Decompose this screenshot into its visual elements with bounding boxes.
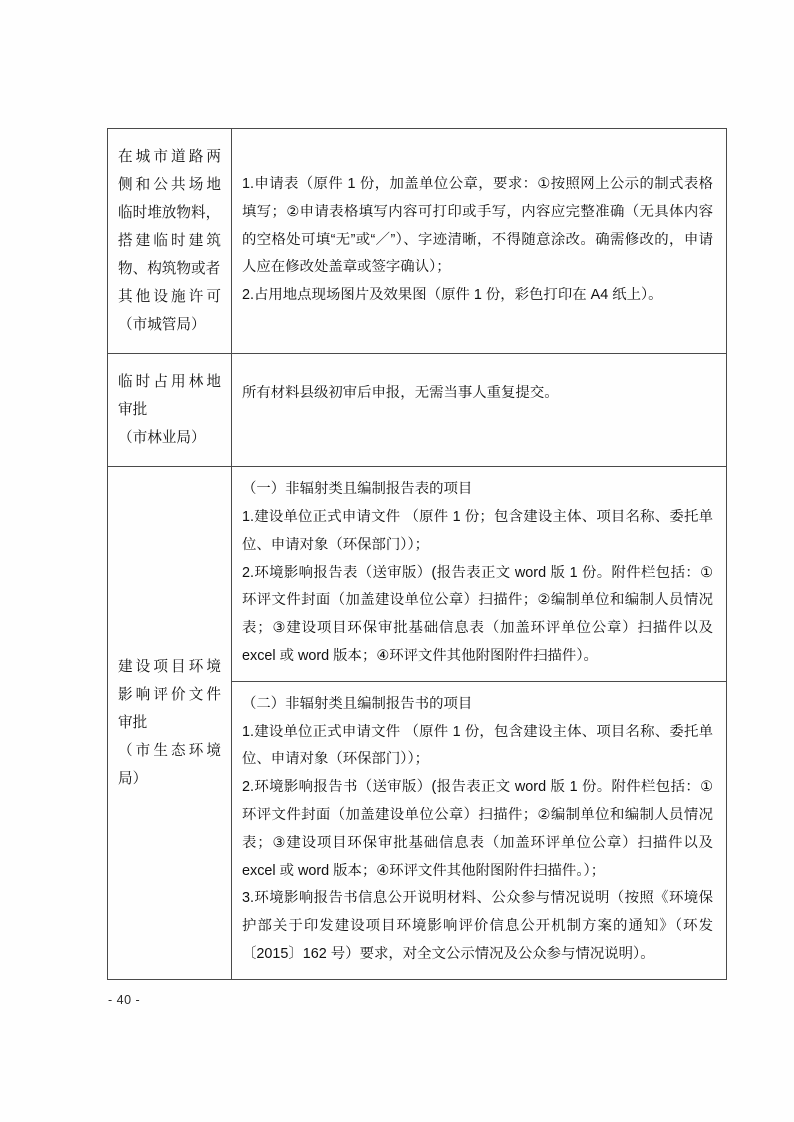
eia-section-report-form — [232, 467, 726, 681]
label-line: 审批 — [118, 714, 148, 731]
material-item: 2.占用地点现场图片及效果图（原件 1 份，彩色打印在 A4 纸上）。 — [242, 287, 663, 304]
table-row — [108, 354, 727, 467]
label-line: 其他设施许可 — [118, 289, 221, 306]
label-line: 临时占用林地 — [118, 374, 221, 391]
label-line: 建设项目环境 — [118, 658, 221, 675]
label-line: 审批 — [118, 402, 148, 419]
material-item: 1.建设单位正式申请文件 （原件 1 份；包含建设主体、项目名称、委托单位、申请对象（环保部门））； — [242, 508, 713, 553]
row-body-cell-eco-environment — [232, 467, 727, 980]
row-label-text — [108, 129, 231, 353]
label-line: 侧和公共场地 — [118, 177, 221, 194]
row-label-text — [108, 354, 231, 466]
page-number: - 40 - — [108, 993, 141, 1007]
permit-materials-table — [107, 128, 727, 980]
label-line: 影响评价文件 — [118, 686, 221, 703]
label-line: （市林业局） — [118, 430, 206, 447]
section-heading: （二）非辐射类且编制报告书的项目 — [242, 695, 473, 712]
row-body-cell-city-management — [232, 129, 727, 354]
material-item: 2.环境影响报告书（送审版）(报告表正文 word 版 1 份。附件栏包括：①环评文件封面（加盖建设单位公章）扫描件；②编制单位和编制人员情况表；③建设项目环保审批基础信息表（加盖环评单位公章）扫描件以及 excel 或 word 版本；④环评文件其他附图附件扫描件。）； — [242, 779, 713, 879]
label-line: 物、构筑物或者 — [118, 261, 221, 278]
label-line: 在城市道路两 — [118, 149, 221, 165]
eia-section-row — [232, 467, 726, 681]
row-label-cell-forestry — [108, 354, 232, 467]
eia-section-cell-report-book — [232, 681, 726, 978]
row-body-cell-forestry — [232, 354, 727, 467]
eia-section-row — [232, 681, 726, 978]
material-item: 2.环境影响报告表（送审版）(报告表正文 word 版 1 份。附件栏包括：①环评文件封面（加盖建设单位公章）扫描件；②编制单位和编制人员情况表；③建设项目环保审批基础信息表（加盖环评单位公章）扫描件以及 excel 或 word 版本；④环评文件其他附图附件扫描件）。 — [242, 564, 713, 664]
section-heading: （一）非辐射类且编制报告表的项目 — [242, 481, 473, 498]
label-line: （市城管局） — [118, 317, 206, 334]
eia-sections-table — [232, 467, 726, 979]
materials-list — [232, 162, 726, 320]
material-item: 1.建设单位正式申请文件 （原件 1 份，包含建设主体、项目名称、委托单位、申请对象（环保部门））； — [242, 723, 713, 768]
row-label-text — [108, 639, 231, 807]
material-item: 1.申请表（原件 1 份，加盖单位公章，要求：①按照网上公示的制式表格填写；②申请表格填写内容可打印或手写，内容应完整准确（无具体内容的空格处可填“无”或“／”）、字迹清晰，不得随意涂改。确需修改的，申请人应在修改处盖章或签字确认）； — [242, 176, 713, 276]
label-line: 局） — [118, 770, 148, 787]
material-item: 所有材料县级初审后申报，无需当事人重复提交。 — [242, 385, 559, 402]
label-line: 临时堆放物料， — [118, 205, 221, 222]
label-line: （市生态环境 — [118, 742, 221, 759]
eia-section-cell-report-form — [232, 467, 726, 681]
eia-section-report-book — [232, 682, 726, 979]
table-row — [108, 467, 727, 980]
row-label-cell-city-management — [108, 129, 232, 354]
row-label-cell-eco-environment — [108, 467, 232, 980]
label-line: 搭建临时建筑 — [118, 233, 221, 250]
material-item: 3.环境影响报告书信息公开说明材料、公众参与情况说明（按照《环境保护部关于印发建设项目环境影响评价信息公开机制方案的通知》（环发〔2015〕162 号）要求，对全文公示情况及公众参与情况说明）。 — [242, 890, 713, 962]
table-row — [108, 129, 727, 354]
materials-note — [232, 370, 726, 450]
